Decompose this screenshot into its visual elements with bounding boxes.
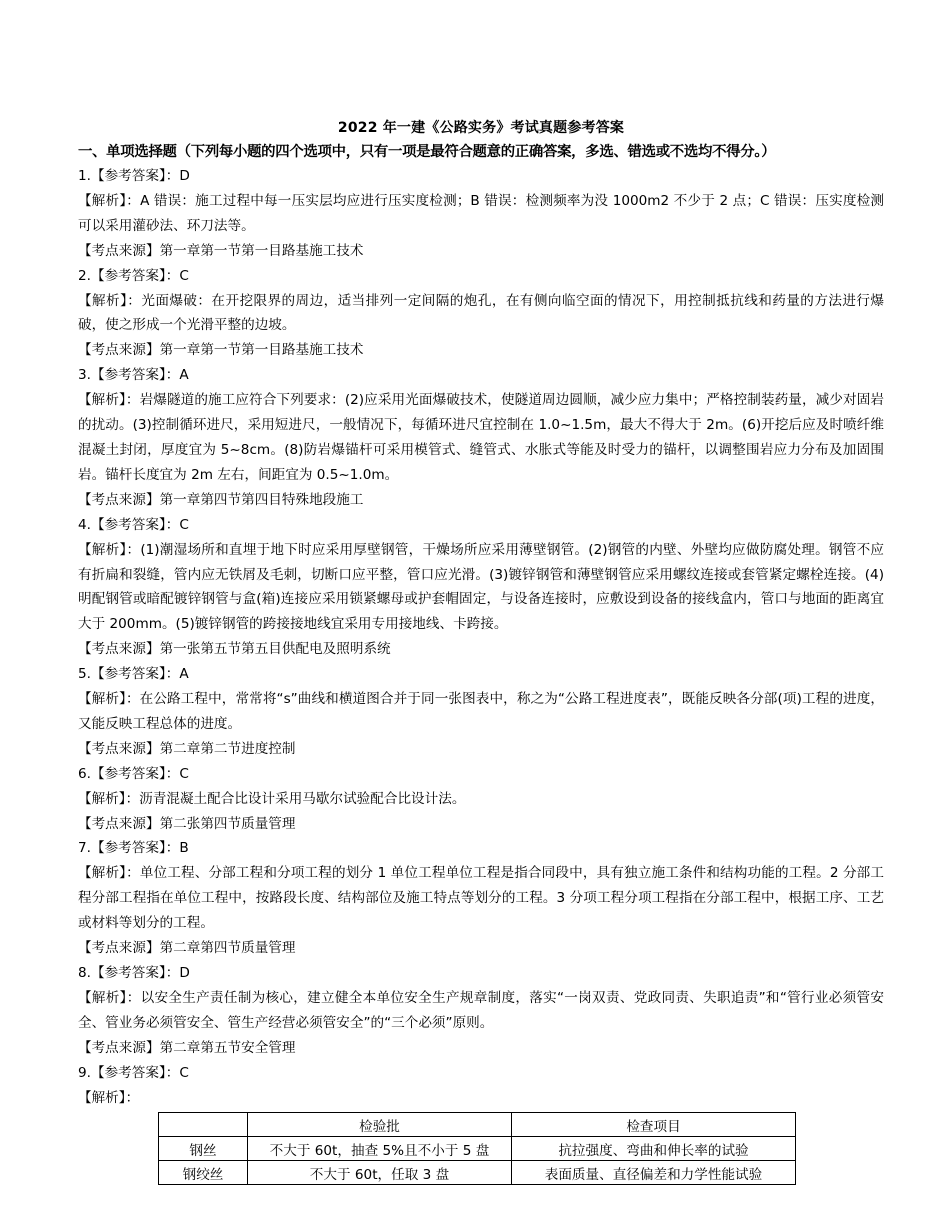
document-page <box>78 116 884 1185</box>
source-line <box>78 737 884 762</box>
question-number: 7. <box>78 840 91 857</box>
source-text: 第二章第五节安全管理 <box>159 1039 296 1056</box>
source-text: 第一张第五节第五目供配电及照明系统 <box>159 641 391 658</box>
source-label: 【考点来源】 <box>78 641 160 658</box>
answer-label: 【参考答案】： <box>90 840 180 857</box>
analysis-label: 【解析】： <box>78 865 140 882</box>
answer-value: B <box>179 840 189 857</box>
source-text: 第一章第一节第一目路基施工技术 <box>159 342 364 359</box>
analysis-paragraph <box>78 861 884 936</box>
question-1 <box>78 164 884 264</box>
table-row <box>159 1161 796 1185</box>
answer-label: 【参考答案】： <box>90 765 180 782</box>
table-header-row <box>159 1113 796 1137</box>
analysis-paragraph <box>78 538 884 638</box>
question-number: 4. <box>78 516 91 533</box>
table-cell: 表面质量、直径偏差和力学性能试验 <box>512 1161 796 1185</box>
answer-line <box>78 164 884 189</box>
source-line <box>78 637 884 662</box>
analysis-label: 【解析】： <box>78 1089 140 1106</box>
question-number: 6. <box>78 765 91 782</box>
source-text: 第二张第四节质量管理 <box>159 815 296 832</box>
analysis-label: 【解析】： <box>78 541 141 558</box>
answer-line <box>78 1061 884 1086</box>
analysis-label: 【解析】： <box>78 392 140 409</box>
source-text: 第二章第四节质量管理 <box>159 940 296 957</box>
table-cell: 不大于 60t，任取 3 盘 <box>248 1161 512 1185</box>
analysis-text: 单位工程、分部工程和分项工程的划分 1 单位工程单位工程是指合同段中，具有独立施工条件和结构功能的工程。2 分部工程分部工程指在单位工程中，按路段长度、结构部位及施工特点等划分的工程。3 分项工程分项工程指在分部工程中，根据工序、工艺或材料等划分的工程。 <box>78 865 884 932</box>
answer-label: 【参考答案】： <box>90 168 180 184</box>
analysis-label: 【解析】： <box>78 292 142 309</box>
analysis-paragraph <box>78 289 884 339</box>
analysis-paragraph <box>78 189 884 239</box>
analysis-text: 岩爆隧道的施工应符合下列要求：(2)应采用光面爆破技术，使隧道周边圆顺，减少应力集中；严格控制装药量，减少对固岩的扰动。(3)控制循环进尺，采用短进尺，一般情况下，每循环进尺宜控制在 1.0~1.5m，最大不得大于 2m。(6)开挖后应及时喷纤维混凝土封闭，厚度宜为 5~8cm。(8)防岩爆锚杆可采用模管式、缝管式、水胀式等能及时受力的锚杆，以调整围岩应力分布及加固围岩。锚杆长度宜为 2m 左右，间距宜为 0.5~1.0m。 <box>78 392 884 483</box>
section-heading: 一、单项选择题（下列每小题的四个选项中，只有一项是最符合题意的正确答案，多选、错选或不选均不得分。） <box>78 144 776 160</box>
answer-value: A <box>179 666 189 683</box>
source-line <box>78 488 884 513</box>
question-8 <box>78 961 884 1061</box>
answer-line <box>78 264 884 289</box>
analysis-label: 【解析】： <box>78 790 140 807</box>
source-line <box>78 936 884 961</box>
answer-value: C <box>179 516 189 533</box>
question-9 <box>78 1061 884 1186</box>
table-cell: 抗拉强度、弯曲和伸长率的试验 <box>512 1137 796 1161</box>
table-header-cell <box>159 1113 248 1137</box>
answer-label: 【参考答案】： <box>90 516 180 533</box>
table-cell: 钢丝 <box>159 1137 248 1161</box>
answer-line <box>78 836 884 861</box>
question-number: 3. <box>78 367 91 384</box>
table-header-cell: 检查项目 <box>512 1113 796 1137</box>
source-text: 第一章第四节第四目特殊地段施工 <box>159 491 364 508</box>
question-7 <box>78 836 884 961</box>
answer-line <box>78 762 884 787</box>
analysis-text: (1)潮湿场所和直埋于地下时应采用厚壁钢管，干燥场所应采用薄壁钢管。(2)钢管的内壁、外壁均应做防腐处理。钢管不应有折扁和裂缝，管内应无铁屑及毛刺，切断口应平整，管口应光滑。(3)镀锌钢管和薄壁钢管应采用螺纹连接或套管紧定螺栓连接。(4)明配钢管或暗配镀锌钢管与盒(箱)连接应采用锁紧螺母或护套帽固定，与设备连接时，应敷设到设备的接线盒内，管口与地面的距离宜大于 200mm。(5)镀锌钢管的跨接接地线宜采用专用接地线、卡跨接。 <box>78 541 884 633</box>
analysis-text: 光面爆破：在开挖限界的周边，适当排列一定间隔的炮孔，在有侧向临空面的情况下，用控制抵抗线和药量的方法进行爆破，使之形成一个光滑平整的边坡。 <box>78 292 884 334</box>
question-number: 2. <box>78 267 91 284</box>
source-text: 第一章第一节第一目路基施工技术 <box>159 242 364 259</box>
question-number: 1. <box>78 168 91 184</box>
analysis-text: A 错误：施工过程中每一压实层均应进行压实度检测；B 错误：检测频率为没 1000m2 不少于 2 点；C 错误：压实度检测可以采用灌砂法、环刀法等。 <box>78 192 884 234</box>
question-number: 5. <box>78 666 91 683</box>
question-6 <box>78 762 884 837</box>
analysis-paragraph <box>78 787 884 812</box>
analysis-label: 【解析】： <box>78 989 141 1006</box>
answer-value: D <box>179 965 190 981</box>
analysis-text: 沥青混凝土配合比设计采用马歇尔试验配合比设计法。 <box>139 790 466 807</box>
source-label: 【考点来源】 <box>78 242 160 259</box>
analysis-text: 以安全生产责任制为核心，建立健全本单位安全生产规章制度，落实“一岗双责、党政同责、失职追责”和“管行业必须管安全、管业务必须管安全、管生产经营必须管安全”的“三个必须”原则。 <box>78 989 885 1031</box>
source-label: 【考点来源】 <box>78 815 160 832</box>
source-text: 第二章第二节进度控制 <box>159 740 296 757</box>
answer-label: 【参考答案】： <box>90 965 180 981</box>
answer-value: C <box>179 1064 189 1081</box>
source-line <box>78 1036 884 1061</box>
table-row <box>159 1137 796 1161</box>
analysis-paragraph <box>78 388 884 488</box>
source-label: 【考点来源】 <box>78 342 160 359</box>
source-label: 【考点来源】 <box>78 940 160 957</box>
analysis-label: 【解析】： <box>78 192 141 209</box>
question-list <box>78 164 884 1061</box>
answer-label: 【参考答案】： <box>90 267 180 284</box>
answer-label: 【参考答案】： <box>90 1064 180 1081</box>
inspection-table <box>158 1112 796 1185</box>
answer-value: D <box>179 168 190 184</box>
source-label: 【考点来源】 <box>78 491 160 508</box>
analysis-line <box>78 1086 884 1111</box>
question-3 <box>78 363 884 512</box>
answer-value: A <box>179 367 189 384</box>
analysis-paragraph <box>78 986 884 1036</box>
source-label: 【考点来源】 <box>78 1039 160 1056</box>
source-line <box>78 812 884 837</box>
table-cell: 不大于 60t，抽查 5%且不小于 5 盘 <box>248 1137 512 1161</box>
answer-line <box>78 662 884 687</box>
analysis-label: 【解析】： <box>78 691 140 708</box>
question-4 <box>78 513 884 662</box>
page-title: 2022 年一建《公路实务》考试真题参考答案 <box>337 120 625 136</box>
table-header-cell: 检验批 <box>248 1113 512 1137</box>
answer-line <box>78 513 884 538</box>
analysis-text: 在公路工程中，常常将“s”曲线和横道图合并于同一张图表中，称之为“公路工程进度表”，既能反映各分部(项)工程的进度，又能反映工程总体的进度。 <box>78 691 885 732</box>
answer-label: 【参考答案】： <box>90 367 180 384</box>
question-2 <box>78 264 884 364</box>
answer-label: 【参考答案】： <box>90 666 180 683</box>
source-label: 【考点来源】 <box>78 740 160 757</box>
source-line <box>78 338 884 363</box>
answer-value: C <box>179 765 189 782</box>
question-5 <box>78 662 884 762</box>
source-line <box>78 239 884 264</box>
question-number: 8. <box>78 965 91 981</box>
answer-line <box>78 363 884 388</box>
analysis-paragraph <box>78 687 884 737</box>
question-number: 9. <box>78 1064 91 1081</box>
answer-line <box>78 961 884 986</box>
answer-value: C <box>179 267 189 284</box>
table-cell: 钢绞丝 <box>159 1161 248 1185</box>
